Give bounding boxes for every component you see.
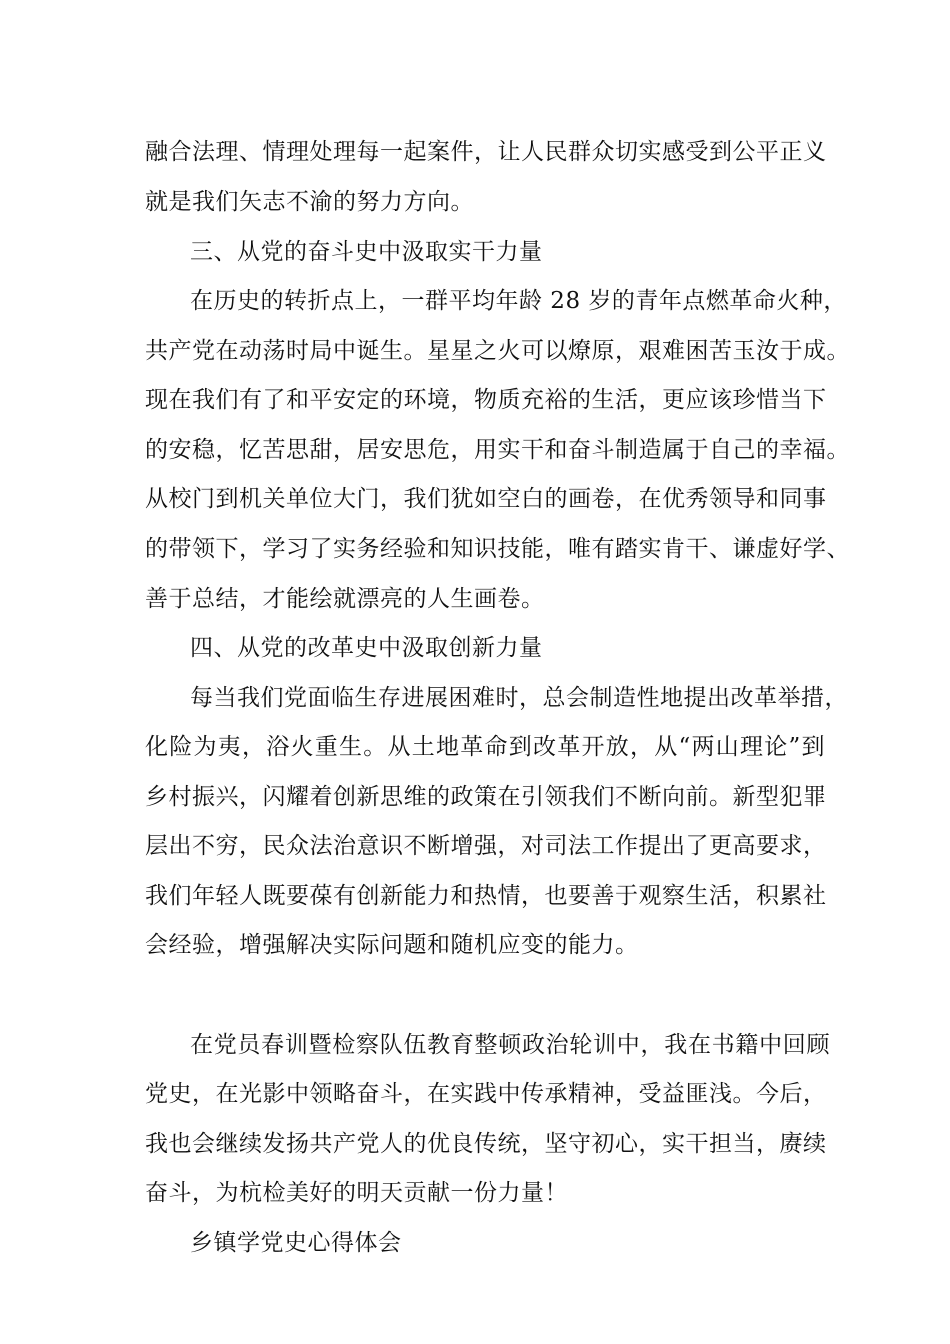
- text-line: 善于总结，才能绘就漂亮的人生画卷。: [145, 586, 545, 612]
- text-line: 我也会继续发扬共产党人的优良传统，坚守初心，实干担当，赓续: [145, 1131, 827, 1157]
- text-line: 党史，在光影中领略奋斗，在实践中传承精神，受益匪浅。今后，: [145, 1081, 827, 1107]
- text-line: 的带领下，学习了实务经验和知识技能，唯有踏实肯干、谦虚好学、: [145, 536, 850, 562]
- text-line: 乡村振兴，闪耀着创新思维的政策在引领我们不断向前。新型犯罪: [145, 784, 827, 810]
- text-line: 在历史的转折点上，一群平均年龄 28 岁的青年点燃革命火种，: [190, 288, 847, 314]
- text-line: 从校门到机关单位大门，我们犹如空白的画卷，在优秀领导和同事: [145, 486, 827, 512]
- text-line: 会经验，增强解决实际问题和随机应变的能力。: [145, 932, 639, 958]
- section-heading: 三、从党的奋斗史中汲取实干力量: [190, 239, 543, 265]
- section-heading: 四、从党的改革史中汲取创新力量: [190, 635, 543, 661]
- text-line: 在党员春训暨检察队伍教育整顿政治轮训中，我在书籍中回顾: [190, 1032, 830, 1058]
- text-line: 层出不穷，民众法治意识不断增强，对司法工作提出了更高要求，: [145, 833, 827, 859]
- text-line: 化险为夷，浴火重生。从土地革命到改革开放，从“两山理论”到: [145, 734, 825, 760]
- text-line: 奋斗，为杭检美好的明天贡献一份力量！: [145, 1180, 568, 1206]
- text-line: 融合法理、情理处理每一起案件，让人民群众切实感受到公平正义: [145, 139, 827, 165]
- text-line: 现在我们有了和平安定的环境，物质充裕的生活，更应该珍惜当下: [145, 387, 827, 413]
- text-line: 就是我们矢志不渝的努力方向。: [145, 189, 474, 215]
- text-line: 共产党在动荡时局中诞生。星星之火可以燎原，艰难困苦玉汝于成。: [145, 338, 850, 364]
- section-title: 乡镇学党史心得体会: [190, 1230, 402, 1256]
- text-line: 每当我们党面临生存进展困难时，总会制造性地提出改革举措，: [190, 685, 848, 711]
- text-line: 我们年轻人既要葆有创新能力和热情，也要善于观察生活，积累社: [145, 883, 827, 909]
- text-line: 的安稳，忆苦思甜，居安思危，用实干和奋斗制造属于自己的幸福。: [145, 437, 850, 463]
